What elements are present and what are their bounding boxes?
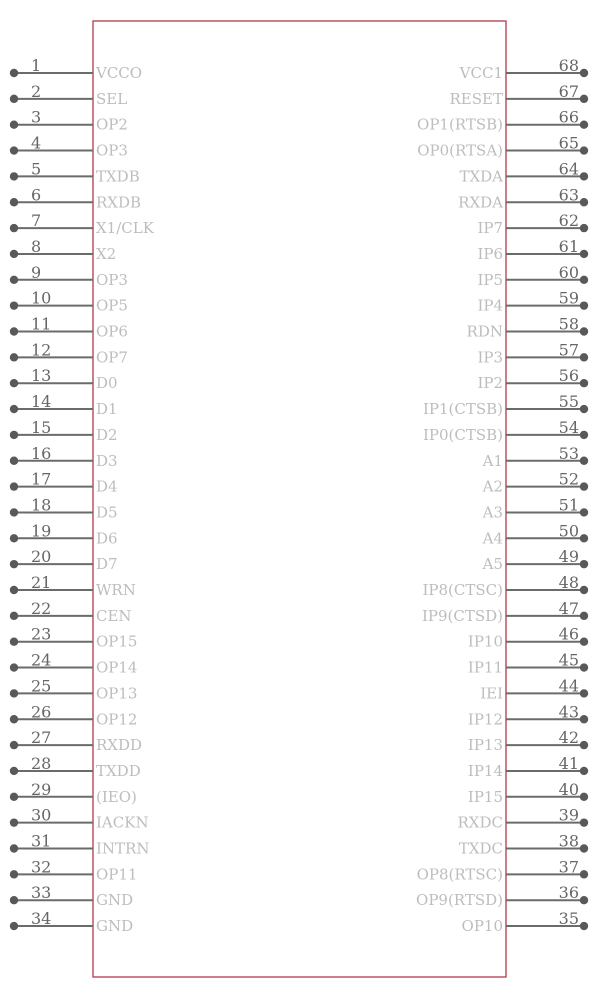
pin-end-dot (10, 896, 18, 904)
pin-end-dot (580, 146, 588, 154)
pin-end-dot (10, 198, 18, 206)
pin-end-dot (10, 250, 18, 258)
pin-name: OP0(RTSA) (417, 141, 503, 160)
pin-number: 16 (31, 443, 52, 463)
pin-name: OP5 (96, 296, 128, 315)
pin-number: 32 (31, 857, 52, 877)
pin-end-dot (10, 172, 18, 180)
pin-name: OP13 (96, 684, 138, 703)
pin-end-dot (10, 95, 18, 103)
pin-number: 40 (558, 779, 579, 799)
pin-end-dot (10, 146, 18, 154)
pin-name: RDN (466, 322, 503, 341)
pin-number: 2 (31, 81, 42, 101)
pin-number: 39 (558, 805, 579, 825)
pin-number: 19 (31, 521, 52, 541)
pin-end-dot (10, 534, 18, 542)
pin-name: OP2 (96, 115, 128, 134)
pin-end-dot (10, 870, 18, 878)
pin-number: 58 (558, 314, 579, 334)
pin-end-dot (580, 767, 588, 775)
pin-name: D7 (96, 555, 118, 574)
pin-name: RXDB (96, 193, 142, 212)
pin-end-dot (580, 612, 588, 620)
pin-name: IP5 (477, 270, 503, 289)
pin-number: 45 (558, 650, 579, 670)
pin-end-dot (10, 379, 18, 387)
pin-number: 31 (31, 831, 52, 851)
pin-name: IP14 (467, 761, 503, 780)
pin-end-dot (10, 638, 18, 646)
pin-name: IP9(CTSD) (421, 606, 503, 625)
pin-name: WRN (96, 581, 136, 599)
pin-number: 9 (31, 262, 42, 282)
pin-number: 61 (558, 236, 579, 256)
pin-end-dot (580, 793, 588, 801)
pin-number: 52 (558, 469, 579, 489)
pin-end-dot (10, 482, 18, 490)
pin-end-dot (10, 818, 18, 826)
pin-number: 11 (31, 314, 52, 334)
pin-number: 65 (558, 133, 579, 153)
pin-end-dot (580, 121, 588, 129)
pin-name: INTRN (96, 839, 150, 858)
pin-number: 22 (31, 598, 52, 618)
pin-number: 48 (558, 573, 579, 592)
pin-number: 6 (31, 185, 42, 205)
pin-number: 49 (558, 547, 579, 567)
pin-name: OP14 (96, 658, 138, 677)
pin-end-dot (580, 379, 588, 387)
pin-name: D1 (96, 400, 118, 419)
pin-end-dot (580, 560, 588, 568)
pin-name: VCCO (96, 64, 143, 82)
pin-name: X1/CLK (96, 219, 154, 238)
pin-number: 47 (558, 598, 579, 618)
pin-name: IP11 (467, 658, 503, 677)
pin-end-dot (580, 353, 588, 361)
pin-end-dot (580, 689, 588, 697)
pin-number: 24 (31, 650, 52, 670)
pin-end-dot (580, 508, 588, 516)
pin-number: 3 (31, 107, 42, 127)
pin-number: 41 (558, 753, 579, 773)
pin-end-dot (580, 224, 588, 232)
pin-name: OP12 (96, 710, 138, 729)
pin-number: 26 (31, 702, 52, 722)
pin-number: 42 (558, 728, 579, 748)
pin-name: GND (96, 917, 134, 936)
pin-name: D3 (96, 451, 118, 470)
pin-name: OP9(RTSD) (416, 891, 503, 910)
pin-number: 23 (31, 624, 52, 644)
pin-end-dot (580, 198, 588, 206)
pin-number: 1 (31, 56, 42, 75)
pin-name: OP15 (96, 632, 138, 651)
pin-number: 4 (31, 133, 42, 153)
pin-end-dot (580, 482, 588, 490)
pin-number: 8 (31, 236, 42, 256)
pin-name: OP6 (96, 322, 128, 341)
pin-end-dot (580, 663, 588, 671)
pin-name: OP3 (96, 141, 128, 160)
pin-number: 55 (558, 392, 579, 412)
pin-name: IACKN (96, 813, 149, 832)
pin-name: IP6 (477, 244, 503, 263)
pin-name: IP15 (467, 787, 503, 806)
pin-name: IP13 (467, 736, 503, 755)
pin-name: (IEO) (96, 787, 137, 806)
pin-number: 29 (31, 779, 52, 799)
pin-number: 63 (558, 185, 579, 205)
pin-end-dot (10, 767, 18, 775)
pin-end-dot (10, 121, 18, 129)
pin-number: 53 (558, 443, 579, 463)
pin-number: 54 (558, 417, 579, 437)
pin-number: 17 (31, 469, 52, 489)
pin-name: A3 (482, 503, 503, 522)
pin-end-dot (10, 663, 18, 671)
pin-name: D0 (96, 374, 118, 393)
pin-name: CEN (96, 606, 132, 625)
pin-end-dot (10, 276, 18, 284)
pin-name: TXDD (96, 761, 141, 780)
pin-name: X2 (96, 244, 117, 263)
pin-end-dot (10, 301, 18, 309)
pin-end-dot (580, 431, 588, 439)
pin-end-dot (580, 95, 588, 103)
pin-name: A1 (482, 451, 503, 470)
pin-end-dot (580, 844, 588, 852)
pin-end-dot (10, 327, 18, 335)
pin-end-dot (580, 638, 588, 646)
pin-name: OP3 (96, 270, 128, 289)
pin-name: A2 (482, 477, 503, 496)
pin-number: 30 (31, 805, 52, 825)
pin-name: IP2 (477, 374, 503, 393)
pin-end-dot (10, 560, 18, 568)
pin-number: 38 (558, 831, 579, 851)
pin-end-dot (10, 405, 18, 413)
pin-number: 34 (31, 909, 52, 929)
pin-end-dot (580, 534, 588, 542)
pin-end-dot (580, 922, 588, 930)
pin-end-dot (10, 586, 18, 594)
pin-number: 18 (31, 495, 52, 515)
pin-end-dot (580, 818, 588, 826)
pin-name: D6 (96, 529, 118, 548)
pin-number: 46 (558, 624, 579, 644)
pin-name: IP7 (477, 219, 503, 238)
pin-number: 50 (558, 521, 579, 541)
pin-number: 57 (558, 340, 579, 360)
pin-end-dot (580, 69, 588, 77)
pin-name: GND (96, 891, 134, 910)
pin-name: IP1(CTSB) (422, 400, 503, 419)
pin-name: IP12 (467, 710, 503, 729)
pin-name: OP10 (461, 917, 503, 936)
pin-name: RXDD (96, 736, 143, 755)
pin-number: 59 (558, 288, 579, 308)
ic-body-outline (93, 21, 506, 977)
pin-end-dot (580, 870, 588, 878)
pin-end-dot (580, 250, 588, 258)
pin-end-dot (580, 405, 588, 413)
pin-number: 13 (31, 366, 52, 386)
pin-end-dot (10, 741, 18, 749)
pin-end-dot (10, 69, 18, 77)
pin-name: SEL (96, 89, 128, 108)
pin-end-dot (580, 172, 588, 180)
pin-end-dot (10, 844, 18, 852)
pin-name: IEI (480, 684, 503, 703)
pin-number: 21 (31, 573, 52, 592)
pin-number: 64 (558, 159, 579, 179)
pin-end-dot (10, 457, 18, 465)
pin-name: OP11 (96, 865, 138, 884)
pin-end-dot (580, 276, 588, 284)
pin-name: RESET (449, 89, 503, 108)
pin-number: 27 (31, 728, 52, 748)
pin-end-dot (10, 793, 18, 801)
pin-name: A4 (482, 529, 503, 548)
pin-end-dot (580, 586, 588, 594)
pin-number: 7 (31, 211, 42, 231)
pin-number: 20 (31, 547, 52, 567)
pin-number: 60 (558, 262, 579, 282)
pin-name: OP8(RTSC) (416, 865, 503, 884)
pin-end-dot (580, 327, 588, 335)
pin-end-dot (10, 689, 18, 697)
pin-number: 51 (558, 495, 579, 515)
pin-number: 43 (558, 702, 579, 722)
pin-name: D4 (96, 477, 118, 496)
pin-number: 10 (31, 288, 52, 308)
pin-name: VCC1 (459, 64, 503, 82)
pin-end-dot (580, 896, 588, 904)
pin-number: 15 (31, 417, 52, 437)
pin-end-dot (10, 612, 18, 620)
pin-end-dot (10, 353, 18, 361)
pin-name: A5 (482, 555, 503, 574)
pin-name: D2 (96, 425, 118, 444)
pin-name: TXDC (458, 839, 503, 858)
pin-name: OP7 (96, 348, 128, 367)
pin-number: 37 (558, 857, 579, 877)
pin-end-dot (580, 741, 588, 749)
pin-number: 28 (31, 753, 52, 773)
pin-end-dot (10, 431, 18, 439)
pin-name: TXDA (459, 167, 503, 186)
pin-name: RXDC (457, 813, 503, 832)
pin-number: 56 (558, 366, 579, 386)
pin-number: 14 (31, 392, 52, 412)
pin-number: 67 (558, 81, 579, 101)
pin-end-dot (10, 508, 18, 516)
pin-number: 62 (558, 211, 579, 231)
pin-number: 5 (31, 159, 42, 179)
pin-end-dot (580, 457, 588, 465)
pin-number: 12 (31, 340, 52, 360)
pin-end-dot (10, 922, 18, 930)
pin-end-dot (10, 224, 18, 232)
pin-name: OP1(RTSB) (417, 115, 503, 134)
pin-number: 66 (558, 107, 579, 127)
pin-number: 35 (558, 909, 579, 929)
pin-end-dot (10, 715, 18, 723)
pin-number: 33 (31, 883, 52, 903)
pin-name: IP0(CTSB) (422, 425, 503, 444)
pin-name: RXDA (458, 193, 503, 212)
pin-end-dot (580, 301, 588, 309)
pin-name: IP4 (477, 296, 503, 315)
pin-name: D5 (96, 503, 118, 522)
pin-name: IP3 (477, 348, 503, 367)
pin-end-dot (580, 715, 588, 723)
pin-name: IP10 (467, 632, 503, 651)
pin-name: TXDB (96, 167, 140, 186)
pin-number: 25 (31, 676, 52, 696)
pin-number: 36 (558, 883, 579, 903)
pin-number: 68 (558, 56, 579, 75)
pin-number: 44 (558, 676, 579, 696)
pin-name: IP8(CTSC) (422, 581, 503, 599)
